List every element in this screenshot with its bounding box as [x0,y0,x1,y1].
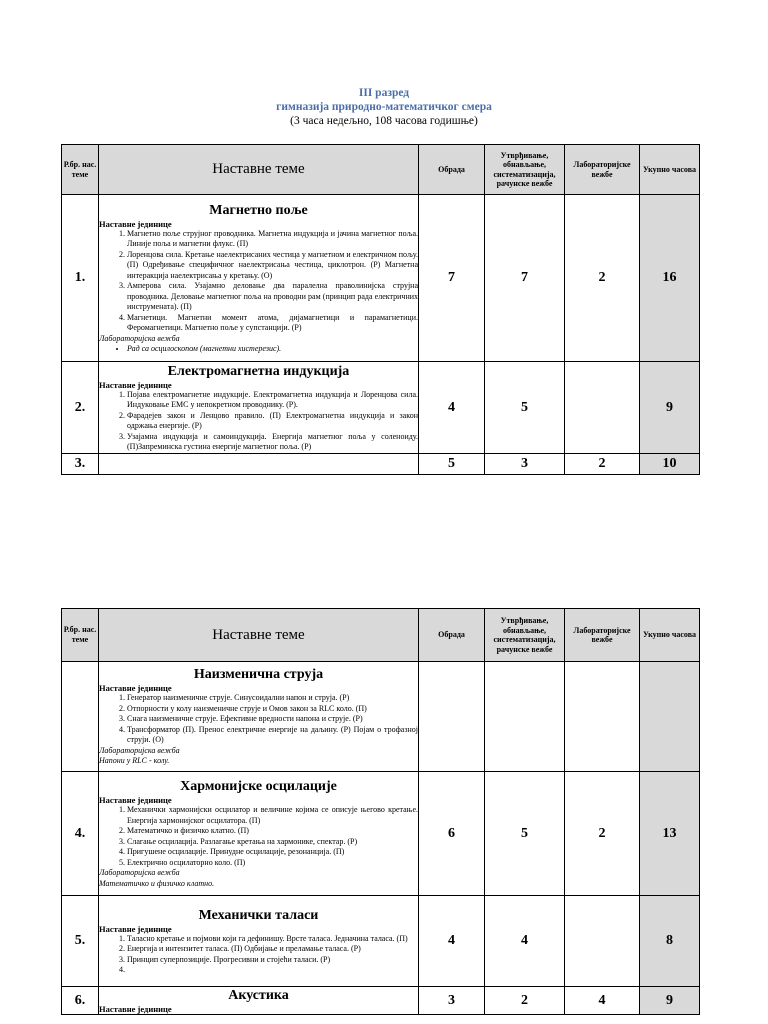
lab-text: Напони у RLC - колу. [99,756,170,766]
topic-cell [99,362,419,454]
table-row [62,662,700,772]
topic-number: 1. [62,195,99,362]
units-label: Наставне јединице [99,218,172,229]
topic-number: 5. [62,896,99,987]
utvrdjivanje-value: 4 [485,896,565,987]
curriculum-table-1 [61,144,700,475]
lab-heading: Лабораторијска вежба [99,333,180,343]
obrada-value: 4 [419,362,485,454]
table-row [62,195,700,362]
col-header-num: Р.бр. нас. теме [62,145,99,195]
list-item: 1. Таласно кретање и појмови који га дефинишу. Врсте таласа. Једначина таласа. (П) [127,934,418,945]
total-value: 9 [640,362,700,454]
lab-value: 2 [565,772,640,896]
topic-cell [99,987,419,1015]
obrada-value: 7 [419,195,485,362]
topic-cell [99,195,419,362]
total-value: 10 [640,454,700,475]
list-item: 4. Трансформатор (П). Пренос електричне енергије на даљину. (Р) Појам о трофазној струји. (О) [127,725,418,746]
units-list [99,390,418,453]
col-header-obrada: Обрада [419,609,485,662]
topic-cell [99,454,419,475]
list-item: 5. Електрично осцилаторно коло. (П) [127,858,418,869]
total-value: 8 [640,896,700,987]
topic-title: Магнетно поље [209,202,308,218]
table-header-row [62,609,700,662]
lab-value [565,362,640,454]
col-header-num: Р.бр. нас. теме [62,609,99,662]
list-item: 3. Узајамна индукција и самоиндукција. Енергија магнетног поља у соленоиду. (П)Запреминска густина енергије магнетног поља. (Р) [127,432,418,453]
list-item: 2. Енергија и интензитет таласа. (П) Одбијање и преламање таласа. (Р) [127,944,418,955]
table-row [62,454,700,475]
lab-list [99,344,418,355]
list-item: 4. Магнетици. Магнетни момент атома, дијамагнетици и парамагнетици. Феромагнетици. Магнетно поље у супстанцији. (Р) [127,313,418,334]
topic-cell [99,662,419,772]
obrada-value: 4 [419,896,485,987]
list-item: 3. Слагање осцилација. Разлагање кретања на хармонике, спектар. (Р) [127,837,418,848]
list-item: • Рад са осцилоскопом (магнетни хистерезис). [127,344,418,355]
col-header-ukupno: Укупно часова [640,145,700,195]
lab-text: Математичко и физичко клатно. [99,878,215,888]
list-item: 1. Магнетно поље струјног проводника. Магнетна индукција и јачина магнетног поља. Линије поља и магнетни флукс. (П) [127,229,418,250]
units-list [99,693,418,746]
list-item: 3. Амперова сила. Узајамно деловање два паралелна праволинијска струјна проводника. Деловање магнетног поља на проводни рам (принцип рада електричних инструмената). (П) [127,281,418,313]
topic-cell [99,772,419,896]
total-value: 9 [640,987,700,1015]
col-header-obrada: Обрада [419,145,485,195]
obrada-value: 5 [419,454,485,475]
total-value [640,662,700,772]
topic-title: Електромагнетна индукција [167,363,350,379]
list-item: 1. Генератор наизменичне струје. Синусоидални напон и струја. (Р) [127,693,418,704]
hours-info: (3 часа недељно, 108 часова годишње) [290,115,478,127]
lab-value: 2 [565,454,640,475]
units-list [99,805,418,868]
lab-value [565,662,640,772]
topic-title: Механички таласи [198,907,319,923]
col-header-lab: Лабораторијске вежбе [565,609,640,662]
utvrdjivanje-value: 5 [485,362,565,454]
topic-number: 4. [62,772,99,896]
table-row [62,772,700,896]
table-row [62,896,700,987]
topic-number: 2. [62,362,99,454]
list-item: 1. Механички хармонијски осцилатор и величине којима се описује његово кретање. Енергија хармонијског осцилатора. (П) [127,805,418,826]
obrada-value [419,662,485,772]
grade-title: III разред [358,87,410,99]
list-item: 1. Појава електромагнетне индукције. Електромагнетна индукција и Лоренцова сила. Индуковање ЕМС у непокретном проводнику. (Р). [127,390,418,411]
topic-title: Акустика [228,988,289,1003]
units-label: Наставне јединице [99,1004,172,1014]
list-item [127,965,418,976]
document-header [0,86,768,129]
list-item: 2. Фарадејев закон и Ленцово правило. (П) Електромагнетна индукција и закон одржања енергије. (Р) [127,411,418,432]
utvrdjivanje-value: 2 [485,987,565,1015]
list-item: 4. Пригушене осцилације. Принудне осцилације, резонанција. (П) [127,847,418,858]
utvrdjivanje-value [485,662,565,772]
col-header-utvrdjivanje: Утврђивање, обнављање, систематизација, рачунске вежбе [485,609,565,662]
list-item: 2. Отпорности у колу наизменичне струје и Омов закон за RLC коло. (П) [127,704,418,715]
units-list [99,229,418,334]
lab-value: 4 [565,987,640,1015]
school-type: гимназија природно-математичког смера [276,101,492,113]
units-label: Наставне јединице [99,795,172,805]
total-value: 13 [640,772,700,896]
col-header-ukupno: Укупно часова [640,609,700,662]
list-item: 2. Математичко и физичко клатно. (П) [127,826,418,837]
list-item: 3. Снага наизменичне струје. Ефективне вредности напона и струје. (Р) [127,714,418,725]
list-item: 3. Принцип суперпозиције. Прогресивни и стојећи таласи. (Р) [127,955,418,966]
topic-number [62,662,99,772]
table-row [62,987,700,1015]
utvrdjivanje-value: 3 [485,454,565,475]
topic-title: Хармонијске осцилације [180,779,337,794]
lab-value [565,896,640,987]
total-value: 16 [640,195,700,362]
col-header-topic: Наставне теме [99,145,419,195]
table-header-row [62,145,700,195]
col-header-lab: Лабораторијске вежбе [565,145,640,195]
units-label: Наставне јединице [99,379,172,390]
curriculum-table-2 [61,608,700,1015]
topic-number: 3. [62,454,99,475]
topic-number: 6. [62,987,99,1015]
list-item: 2. Лоренцова сила. Кретање наелектрисаних честица у магнетном и електричном пољу. (П) Одређивање специфичног наелектрисања честица, циклотрон. (Р) Магнетна интеракција наелектрисања у кретању. (О) [127,250,418,282]
topic-title: Наизменична струја [193,667,324,683]
table-row [62,362,700,454]
topic-cell [99,896,419,987]
utvrdjivanje-value: 7 [485,195,565,362]
obrada-value: 3 [419,987,485,1015]
units-label: Наставне јединице [99,923,172,934]
lab-heading: Лабораторијска вежба [99,868,180,877]
units-label: Наставне јединице [99,683,172,694]
col-header-topic: Наставне теме [99,609,419,662]
lab-value: 2 [565,195,640,362]
lab-heading: Лабораторијска вежба [99,745,180,755]
col-header-utvrdjivanje: Утврђивање, обнављање, систематизација, рачунске вежбе [485,145,565,195]
obrada-value: 6 [419,772,485,896]
units-list [99,934,418,976]
utvrdjivanje-value: 5 [485,772,565,896]
